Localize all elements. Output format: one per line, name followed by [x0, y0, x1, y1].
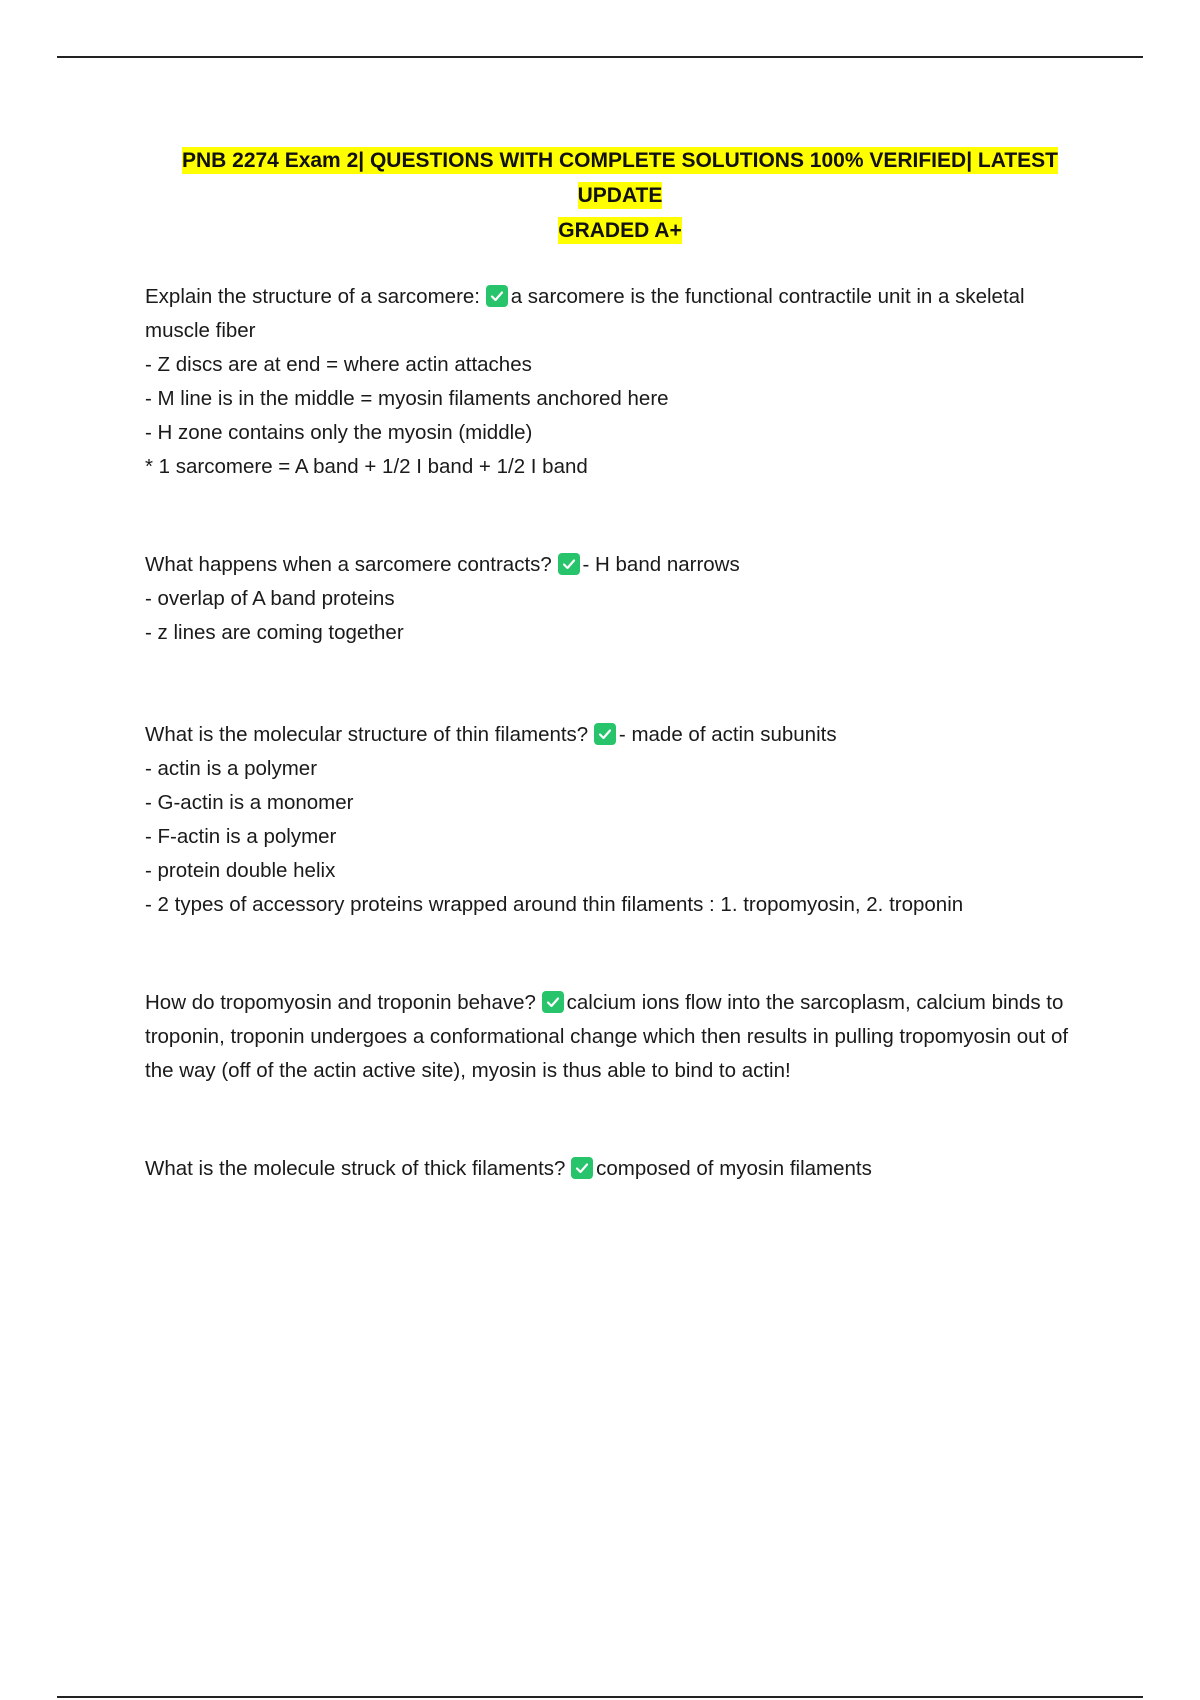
list-item: - H zone contains only the myosin (middle)	[145, 421, 533, 444]
qa-question-answer	[145, 280, 1085, 348]
document-title	[140, 143, 1100, 248]
question-text: What is the molecular structure of thin filaments?	[145, 723, 589, 746]
qa-item	[145, 986, 1085, 1088]
qa-item	[145, 718, 1085, 922]
green-checkmark-icon	[571, 1157, 593, 1179]
green-checkmark-icon	[558, 553, 580, 575]
qa-item	[145, 548, 1085, 650]
top-divider	[57, 56, 1143, 58]
list-item: - G-actin is a monomer	[145, 791, 354, 814]
qa-question-answer	[145, 986, 1085, 1088]
list-item: - z lines are coming together	[145, 621, 404, 644]
list-item: - M line is in the middle = myosin filaments anchored here	[145, 387, 669, 410]
qa-question-answer	[145, 718, 1085, 752]
question-text: Explain the structure of a sarcomere:	[145, 285, 480, 308]
qa-question-answer	[145, 548, 1085, 582]
green-checkmark-icon	[486, 285, 508, 307]
answer-text: a sarcomere is the functional contractile unit in a skeletal muscle fiber	[145, 285, 1025, 342]
qa-item	[145, 1152, 1085, 1186]
document-body	[145, 280, 1085, 1186]
question-text: What happens when a sarcomere contracts?	[145, 553, 552, 576]
list-item: - overlap of A band proteins	[145, 587, 395, 610]
qa-question-answer	[145, 1152, 1085, 1186]
qa-item	[145, 280, 1085, 484]
title-line-2: GRADED A+	[558, 219, 682, 242]
question-text: What is the molecule struck of thick filaments?	[145, 1157, 566, 1180]
note-text: * 1 sarcomere = A band + 1/2 I band + 1/2 I band	[145, 455, 588, 478]
list-item: - actin is a polymer	[145, 757, 318, 780]
answer-text: composed of myosin filaments	[596, 1157, 872, 1180]
question-text: How do tropomyosin and troponin behave?	[145, 991, 536, 1014]
list-item: - F-actin is a polymer	[145, 825, 337, 848]
list-item: - 2 types of accessory proteins wrapped around thin filaments : 1. tropomyosin, 2. troponin	[145, 893, 964, 916]
answer-text: - H band narrows	[582, 553, 740, 576]
answer-text: - made of actin subunits	[618, 723, 837, 746]
answer-text: calcium ions flow into the sarcoplasm, calcium binds to troponin, troponin undergoes a conformational change which then results in pulling tropomyosin out of the way (off of the actin active site), myosin is thus able to bind to actin!	[145, 991, 1069, 1082]
list-item: - protein double helix	[145, 859, 336, 882]
title-line-1: PNB 2274 Exam 2| QUESTIONS WITH COMPLETE SOLUTIONS 100% VERIFIED| LATEST UPDATE	[181, 149, 1059, 207]
list-item: - Z discs are at end = where actin attaches	[145, 353, 532, 376]
green-checkmark-icon	[542, 991, 564, 1013]
green-checkmark-icon	[594, 723, 616, 745]
bottom-divider	[57, 1696, 1143, 1698]
